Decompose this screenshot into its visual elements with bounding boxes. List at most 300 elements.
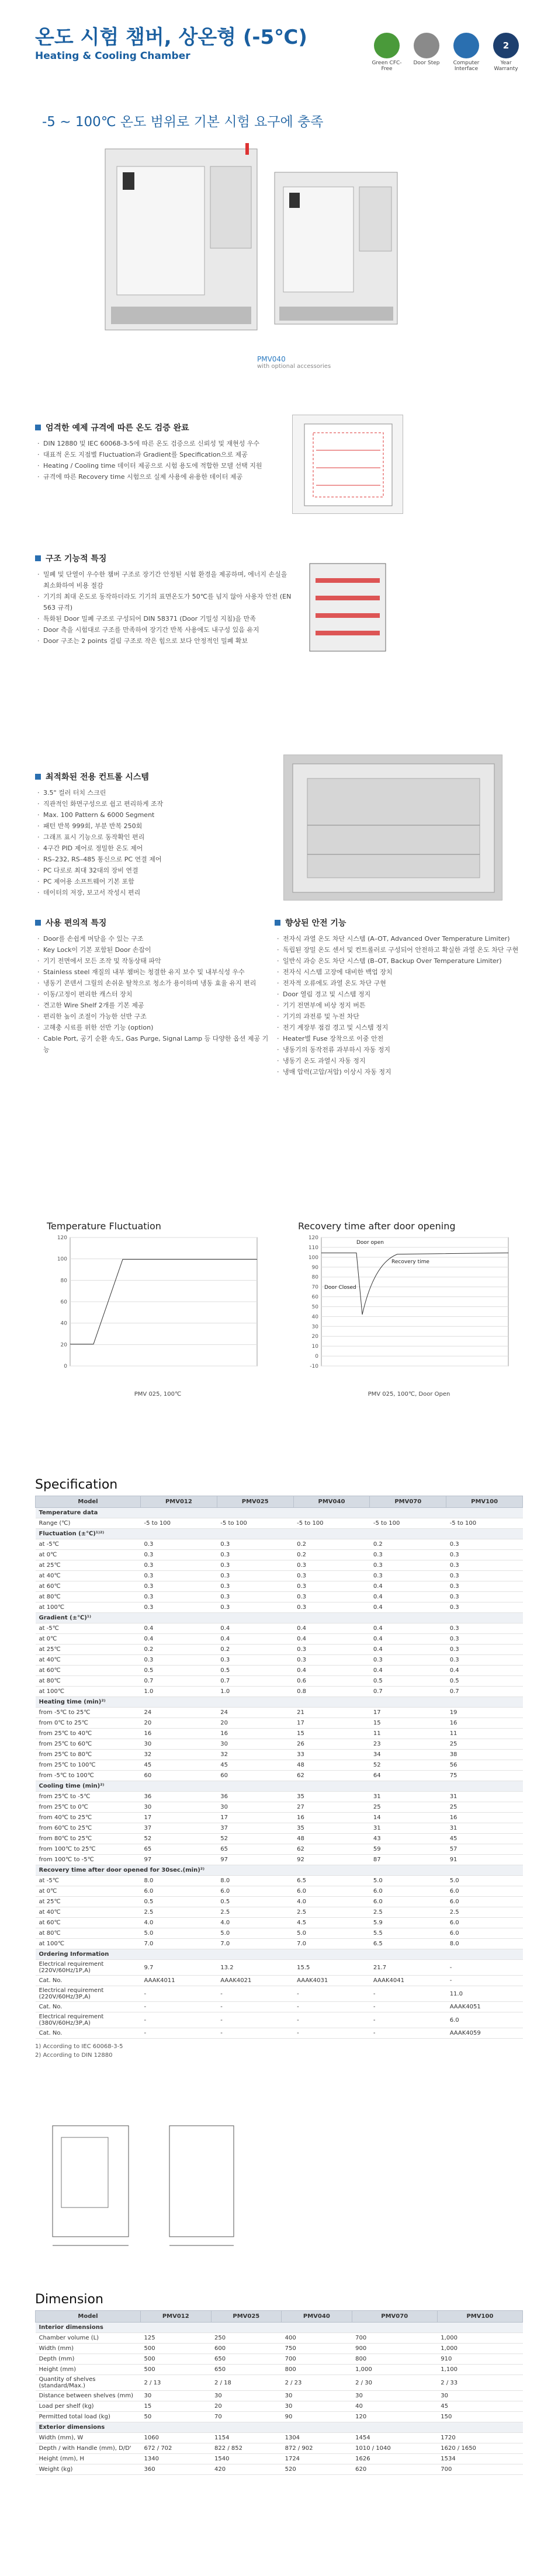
cell: 872 / 902 [282, 2443, 352, 2454]
cell: 0.3 [141, 1539, 217, 1550]
column-header: PMV025 [217, 1496, 293, 1508]
cell: 0.4 [370, 1624, 446, 1634]
cell: 5.0 [217, 1928, 293, 1939]
computer-icon [453, 33, 479, 58]
cell: 1,000 [352, 2365, 437, 2375]
cell: 45 [446, 1834, 523, 1844]
cell: 650 [211, 2365, 282, 2375]
cell: 70 [211, 2412, 282, 2422]
cell: 21 [293, 1708, 370, 1718]
cell: 1534 [437, 2454, 522, 2464]
cell: 0.3 [141, 1655, 217, 1666]
product-photo [99, 137, 409, 342]
list-item: · 전자식 과열 온도 차단 시스템 (A–OT, Advanced Over Temperature Limiter) [275, 933, 520, 944]
table-row [36, 1634, 523, 1645]
column-header: PMV012 [141, 1496, 217, 1508]
table-row [36, 2002, 523, 2012]
row-label: Electrical requirement (380V/60Hz/3P,A) [36, 2012, 141, 2028]
cell: 520 [282, 2464, 352, 2475]
badge-label: Door Step [413, 60, 440, 66]
table-row [36, 2344, 523, 2354]
table-row [36, 1855, 523, 1865]
group-row [36, 1697, 523, 1708]
row-label: at 40℃ [36, 1655, 141, 1666]
specification-section [35, 1478, 523, 2060]
block-heading: 구조 기능적 특징 [35, 552, 292, 564]
cell: 6.0 [446, 1897, 523, 1907]
cell: 7.0 [217, 1939, 293, 1949]
cell: 2 / 18 [211, 2375, 282, 2391]
cell: 0.3 [446, 1634, 523, 1645]
cell: 4.0 [293, 1897, 370, 1907]
row-label: Electrical requirement (220V/60Hz/1P,A) [36, 1960, 141, 1976]
list-item: · 전자식 시스템 고장에 대비한 백업 장치 [275, 967, 520, 978]
table-row [36, 1928, 523, 1939]
spec-title: Specification [35, 1478, 118, 1492]
cell: 40 [352, 2401, 437, 2412]
bullet-list [35, 569, 292, 646]
cell: - [217, 2002, 293, 2012]
cell: 6.0 [446, 2012, 523, 2028]
cell: 0.2 [141, 1645, 217, 1655]
row-label: at 100℃ [36, 1687, 141, 1697]
cell: 7.0 [293, 1939, 370, 1949]
cell: 0.2 [293, 1539, 370, 1550]
column-header: PMV025 [211, 2311, 282, 2323]
row-label: at 0℃ [36, 1634, 141, 1645]
list-item: · RS–232, RS–485 통신으로 PC 연결 제어 [35, 854, 292, 865]
cell: - [370, 2012, 446, 2028]
cell: - [141, 2028, 217, 2039]
row-label: Range (℃) [36, 1518, 141, 1529]
list-item: · 밀폐 및 단열이 우수한 챔버 구조로 장기간 안정된 시험 환경을 제공하며, 에너지 손실을 최소화하여 비용 절감 [35, 569, 292, 591]
list-item: · Door를 손쉽게 머닫을 수 있는 구조 [35, 933, 269, 944]
cell: 17 [370, 1708, 446, 1718]
row-label: at 80℃ [36, 1592, 141, 1602]
cell: 125 [141, 2333, 212, 2344]
row-label: at 60℃ [36, 1918, 141, 1928]
cell: 250 [211, 2333, 282, 2344]
y-tick-label: 70 [311, 1284, 318, 1291]
table-row [36, 1771, 523, 1781]
dim-title: Dimension [35, 2292, 103, 2307]
feature-block-validation [35, 422, 292, 482]
cell: 420 [211, 2464, 282, 2475]
list-item: · 전자적 오류에도 과열 온도 차단 구현 [275, 978, 520, 989]
table-row [36, 1581, 523, 1592]
table-row [36, 1876, 523, 1886]
annotation-label: Recovery time [391, 1259, 429, 1265]
dimension-drawing [35, 2114, 280, 2254]
cell: 52 [217, 1834, 293, 1844]
cell: 6.0 [217, 1886, 293, 1897]
cell: 0.2 [217, 1645, 293, 1655]
cell: 19 [446, 1708, 523, 1718]
cell: -5 to 100 [446, 1518, 523, 1529]
cell: 400 [282, 2333, 352, 2344]
cell: 0.2 [293, 1550, 370, 1560]
cell: 25 [446, 1739, 523, 1750]
list-item: · 직관적인 화면구성으로 쉽고 편리하게 조작 [35, 798, 292, 809]
cell: 0.3 [370, 1571, 446, 1581]
cell: 17 [141, 1813, 217, 1823]
table-row [36, 1718, 523, 1729]
cell: 900 [352, 2344, 437, 2354]
y-tick-label: 90 [311, 1264, 318, 1271]
group-row [36, 2422, 523, 2433]
cell: 65 [217, 1844, 293, 1855]
cell: -5 to 100 [293, 1518, 370, 1529]
cell: 700 [352, 2333, 437, 2344]
cell: 0.4 [293, 1666, 370, 1676]
table-row [36, 1592, 523, 1602]
list-item: · Cable Port, 공기 순환 속도, Gas Purge, Signal Lamp 등 다양한 옵션 제공 기능 [35, 1033, 269, 1055]
cell: 1,000 [437, 2333, 522, 2344]
cell: 0.3 [446, 1550, 523, 1560]
cell: 60 [141, 1771, 217, 1781]
row-label: Depth (mm) [36, 2354, 141, 2365]
cell: 16 [141, 1729, 217, 1739]
cell: 5.0 [293, 1928, 370, 1939]
cell: AAAK4059 [446, 2028, 523, 2039]
cell: 0.3 [217, 1550, 293, 1560]
cell: 0.3 [446, 1602, 523, 1613]
row-label: Cat. No. [36, 1976, 141, 1986]
row-label: from 80℃ to 25℃ [36, 1834, 141, 1844]
row-label: at 25℃ [36, 1645, 141, 1655]
badge-label: Year Warranty [494, 60, 518, 72]
list-item: · 고해충 시료를 위한 선반 기능 (option) [35, 1022, 269, 1033]
cell: 37 [217, 1823, 293, 1834]
table-row [36, 1687, 523, 1697]
row-label: at 80℃ [36, 1676, 141, 1687]
cell: 20 [211, 2401, 282, 2412]
cell: 0.3 [293, 1655, 370, 1666]
cell: 2.5 [293, 1907, 370, 1918]
cell: 11 [370, 1729, 446, 1739]
cell: 15.5 [293, 1960, 370, 1976]
block-heading: 사용 편의적 특징 [35, 917, 269, 929]
cell: - [217, 2012, 293, 2028]
chamber-airflow-image [292, 415, 403, 514]
dimension-section [35, 2292, 523, 2475]
chart-svg [298, 1232, 520, 1389]
list-item: · 대표적 온도 지점별 Fluctuation과 Gradient를 Specification으로 제공 [35, 449, 292, 460]
cell: 48 [293, 1834, 370, 1844]
cell: 6.0 [293, 1886, 370, 1897]
cell: 2 / 13 [141, 2375, 212, 2391]
group-row [36, 2323, 523, 2333]
table-row [36, 1571, 523, 1581]
cell: 23 [370, 1739, 446, 1750]
cell: 120 [352, 2412, 437, 2422]
table-row [36, 1907, 523, 1918]
cell: 1620 / 1650 [437, 2443, 522, 2454]
cell: 17 [293, 1718, 370, 1729]
cell: - [446, 1976, 523, 1986]
cell: 0.3 [446, 1571, 523, 1581]
row-label: from 25℃ to 0℃ [36, 1802, 141, 1813]
table-header-row [36, 1496, 523, 1508]
cell: 0.2 [370, 1539, 446, 1550]
cell: - [446, 1960, 523, 1976]
row-label: at -5℃ [36, 1624, 141, 1634]
row-label: from 0℃ to 25℃ [36, 1718, 141, 1729]
door-step-icon [414, 33, 439, 58]
badge-label: Green CFC-Free [372, 60, 402, 72]
cell: 0.5 [446, 1676, 523, 1687]
cell: 0.3 [446, 1655, 523, 1666]
row-label: Electrical requirement (220V/60Hz/3P,A) [36, 1986, 141, 2002]
cell: 48 [293, 1760, 370, 1771]
cell: 0.3 [370, 1550, 446, 1560]
column-header: Model [36, 1496, 141, 1508]
row-label: Depth / with Handle (mm), D/D' [36, 2443, 141, 2454]
cell: 15 [141, 2401, 212, 2412]
table-row [36, 1976, 523, 1986]
list-item: · Heater별 Fuse 장착으로 이중 안전 [275, 1033, 520, 1044]
y-tick-label: 100 [57, 1256, 67, 1263]
list-item: · 견고한 Wire Shelf 2개를 기본 제공 [35, 1000, 269, 1011]
cell: -5 to 100 [217, 1518, 293, 1529]
cell: 8.0 [141, 1876, 217, 1886]
cell: 92 [293, 1855, 370, 1865]
column-header: Model [36, 2311, 141, 2323]
cell: 0.4 [370, 1602, 446, 1613]
table-row [36, 1886, 523, 1897]
cell: - [217, 1986, 293, 2002]
cell: - [141, 1986, 217, 2002]
cell: 32 [217, 1750, 293, 1760]
table-row [36, 2412, 523, 2422]
cell: 0.4 [370, 1666, 446, 1676]
cell: 750 [282, 2344, 352, 2354]
block-heading: 엄격한 예제 규격에 따른 온도 검증 완료 [35, 422, 292, 433]
cell: 0.3 [293, 1645, 370, 1655]
list-item: · 냉동기의 동작전류 과부하시 자동 정지 [275, 1044, 520, 1055]
cell: 62 [293, 1771, 370, 1781]
table-row [36, 1986, 523, 2002]
list-item: · 독립된 장밀 온도 센서 및 컨트롤러로 구성되어 안전하고 확실한 과열 온도 차단 구현 [275, 944, 520, 955]
row-label: at 40℃ [36, 1571, 141, 1581]
chamber-interior-image [283, 755, 502, 901]
hero-note: with optional accessories [257, 363, 331, 370]
list-item: · PC 다로로 최대 32대의 장비 연결 [35, 865, 292, 876]
table-row [36, 2012, 523, 2028]
cell: 1304 [282, 2433, 352, 2443]
cell: 0.3 [141, 1571, 217, 1581]
cell: 0.4 [141, 1634, 217, 1645]
cell: 35 [293, 1823, 370, 1834]
feature-block-convenience [35, 917, 269, 1055]
y-tick-label: 120 [308, 1235, 318, 1241]
cell: 1,000 [437, 2344, 522, 2354]
row-label: Quantity of shelves (standard/Max.) [36, 2375, 141, 2391]
cell: 0.5 [217, 1666, 293, 1676]
cell: 1724 [282, 2454, 352, 2464]
y-tick-label: 80 [60, 1278, 67, 1284]
group-row [36, 1508, 523, 1518]
cell: 0.3 [370, 1560, 446, 1571]
table-header-row [36, 2311, 523, 2323]
badge-2 [449, 33, 483, 72]
cell: - [217, 2028, 293, 2039]
cell: 97 [141, 1855, 217, 1865]
row-label: from 100℃ to -5℃ [36, 1855, 141, 1865]
row-label: Cat. No. [36, 2002, 141, 2012]
cell: 52 [370, 1760, 446, 1771]
cell: 36 [217, 1792, 293, 1802]
tagline: -5 ~ 100℃ 온도 범위로 기본 시험 요구에 충족 [42, 114, 324, 130]
column-header: PMV100 [446, 1496, 523, 1508]
cell: 25 [446, 1802, 523, 1813]
cell: 2 / 23 [282, 2375, 352, 2391]
table-row [36, 1960, 523, 1976]
cell: 5.0 [370, 1876, 446, 1886]
cell: 0.4 [370, 1645, 446, 1655]
page-subtitle: Heating & Cooling Chamber [35, 50, 190, 62]
table-row [36, 2433, 523, 2443]
chart-title: Temperature Fluctuation [47, 1221, 161, 1232]
cell: 0.3 [217, 1571, 293, 1581]
cell: 31 [446, 1823, 523, 1834]
row-label: from 25℃ to 40℃ [36, 1729, 141, 1739]
cell: 5.0 [141, 1928, 217, 1939]
cell: 6.0 [446, 1918, 523, 1928]
cell: 0.3 [446, 1645, 523, 1655]
row-label: Width (mm) [36, 2344, 141, 2354]
cell: 0.4 [293, 1634, 370, 1645]
cell: 59 [370, 1844, 446, 1855]
cell: 15 [370, 1718, 446, 1729]
cell: 1340 [141, 2454, 212, 2464]
table-row [36, 2391, 523, 2401]
leaf-icon [374, 33, 400, 58]
cell: 1060 [141, 2433, 212, 2443]
cell: 1540 [211, 2454, 282, 2464]
cell: 31 [446, 1792, 523, 1802]
chart-title: Recovery time after door opening [298, 1221, 456, 1232]
cell: 52 [141, 1834, 217, 1844]
row-label: Height (mm) [36, 2365, 141, 2375]
cell: 0.3 [141, 1560, 217, 1571]
cell: 27 [293, 1802, 370, 1813]
spec-notes [35, 2042, 523, 2060]
cell: 24 [141, 1708, 217, 1718]
cell: 90 [282, 2412, 352, 2422]
cell: AAAK4041 [370, 1976, 446, 1986]
cell: 0.7 [141, 1676, 217, 1687]
cell: 11.0 [446, 1986, 523, 2002]
cell: 97 [217, 1855, 293, 1865]
cell: 1626 [352, 2454, 437, 2464]
cell: 1454 [352, 2433, 437, 2443]
row-label: from 100℃ to 25℃ [36, 1844, 141, 1855]
group-label: Fluctuation (±℃)¹⁾²⁾ [36, 1529, 523, 1539]
feature-block-structure [35, 552, 292, 646]
page-header [0, 0, 558, 75]
y-tick-label: 30 [311, 1324, 318, 1330]
column-header: PMV012 [141, 2311, 212, 2323]
cell: 600 [211, 2344, 282, 2354]
row-label: from 60℃ to 25℃ [36, 1823, 141, 1834]
bullet-list [35, 787, 292, 898]
cell: 30 [282, 2401, 352, 2412]
cell: 700 [282, 2354, 352, 2365]
row-label: at 60℃ [36, 1666, 141, 1676]
cell: - [370, 2028, 446, 2039]
cell: 500 [141, 2354, 212, 2365]
group-row [36, 1613, 523, 1624]
feature-block-safety [275, 917, 520, 1077]
cell: 11 [446, 1729, 523, 1739]
cell: 87 [370, 1855, 446, 1865]
cell: 150 [437, 2412, 522, 2422]
list-item: · Door 구조는 2 points 걸림 구조로 작은 힘으로 보다 안정적인 밀폐 확보 [35, 635, 292, 646]
cell: 30 [141, 1739, 217, 1750]
list-item: · 4구간 PID 제어로 정밀한 온도 제어 [35, 843, 292, 854]
badge-label: Computer Interface [453, 60, 480, 72]
cell: 15 [293, 1729, 370, 1739]
annotation-label: Door open [356, 1240, 384, 1246]
table-row [36, 1813, 523, 1823]
cell: 57 [446, 1844, 523, 1855]
cell: 0.3 [217, 1655, 293, 1666]
cell: 0.5 [141, 1897, 217, 1907]
y-tick-label: 40 [60, 1320, 67, 1327]
list-item: · Max. 100 Pattern & 6000 Segment [35, 809, 292, 821]
cell: 1.0 [141, 1687, 217, 1697]
row-label: Height (mm), H [36, 2454, 141, 2464]
cell: 0.3 [370, 1655, 446, 1666]
chart-temperature-fluctuation [47, 1221, 269, 1419]
list-item: · 3.5" 컬러 터치 스크린 [35, 787, 292, 798]
row-label: at 60℃ [36, 1581, 141, 1592]
row-label: from 25℃ to 100℃ [36, 1760, 141, 1771]
cell: - [370, 1986, 446, 2002]
cell: 1.0 [217, 1687, 293, 1697]
cell: 0.3 [293, 1592, 370, 1602]
table-row [36, 1550, 523, 1560]
cell: - [293, 2028, 370, 2039]
cell: 30 [217, 1739, 293, 1750]
cell: 0.3 [141, 1581, 217, 1592]
cell: 0.4 [141, 1624, 217, 1634]
cell: 0.7 [217, 1676, 293, 1687]
badge-1 [410, 33, 443, 72]
row-label: at -5℃ [36, 1539, 141, 1550]
chart-svg [47, 1232, 269, 1389]
cell: 4.0 [141, 1918, 217, 1928]
table-row [36, 1729, 523, 1739]
spec-table [35, 1496, 523, 2039]
cell: 0.3 [446, 1581, 523, 1592]
cell: 38 [446, 1750, 523, 1760]
cell: 30 [141, 2391, 212, 2401]
cell: 0.3 [293, 1560, 370, 1571]
note: 1) According to IEC 60068-3-5 [35, 2043, 123, 2050]
list-item: · 전기 계장부 점검 경고 및 시스템 정지 [275, 1022, 520, 1033]
list-item: · 편리한 높이 조절이 가능한 선반 구조 [35, 1011, 269, 1022]
group-label: Exterior dimensions [36, 2422, 523, 2433]
warranty-icon [493, 33, 519, 58]
list-item: · 냉동기 콘덴서 그릴의 손쉬운 탈착으로 청소가 용이하며 냉동 효율 유지 편리 [35, 978, 269, 989]
cell: 2.5 [141, 1907, 217, 1918]
cell: 21.7 [370, 1960, 446, 1976]
table-row [36, 1676, 523, 1687]
row-label: from 25℃ to -5℃ [36, 1792, 141, 1802]
cell: 30 [437, 2391, 522, 2401]
